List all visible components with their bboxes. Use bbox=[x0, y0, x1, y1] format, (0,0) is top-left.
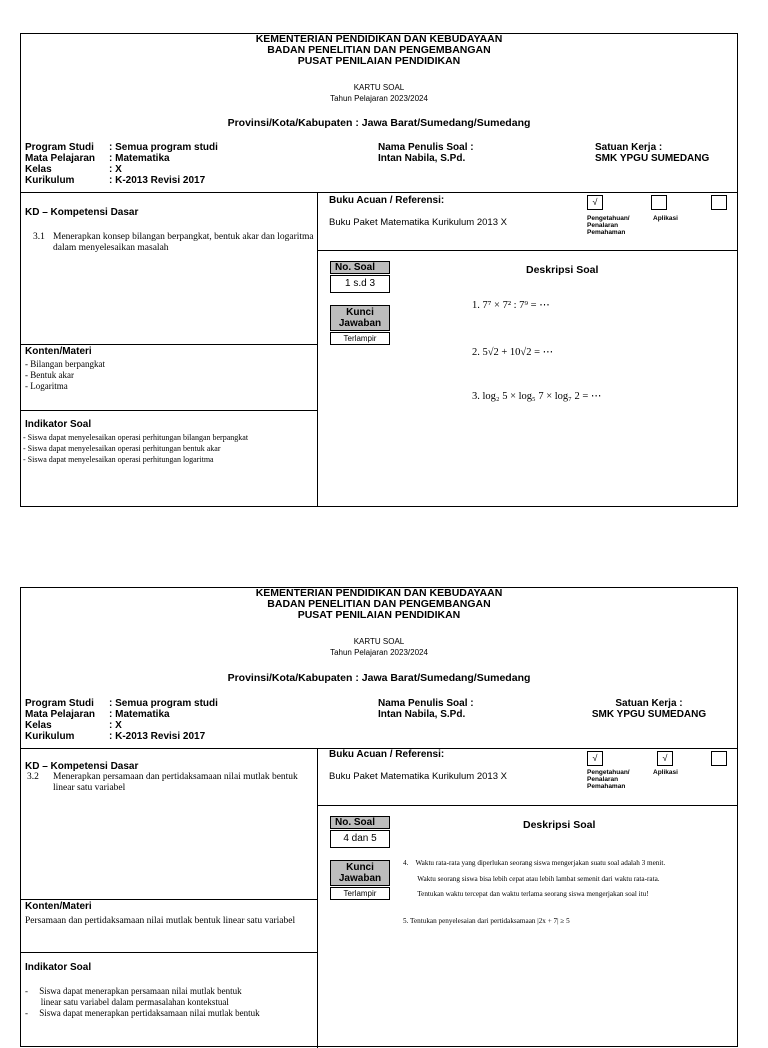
header-line: PUSAT PENILAIAN PENDIDIKAN bbox=[297, 609, 461, 621]
knowledge-checkbox[interactable]: √ bbox=[587, 195, 603, 210]
list-item: - Siswa dapat menerapkan persamaan nilai mutlak bentuk bbox=[25, 986, 242, 996]
value: : K-2013 Revisi 2017 bbox=[109, 175, 206, 186]
label: Kelas bbox=[25, 164, 52, 175]
list-item: - Bilangan berpangkat bbox=[25, 359, 105, 369]
header-line: KEMENTERIAN PENDIDIKAN DAN KEBUDAYAAN bbox=[255, 587, 503, 599]
content-title: Konten/Materi bbox=[25, 901, 92, 912]
list-item: - Siswa dapat menyelesaikan operasi perhitungan bentuk akar bbox=[23, 444, 221, 453]
value: : Matematika bbox=[109, 709, 170, 720]
question-number-label: No. Soal bbox=[330, 816, 390, 829]
reasoning-checkbox[interactable] bbox=[711, 751, 727, 766]
header-line: KEMENTERIAN PENDIDIKAN DAN KEBUDAYAAN bbox=[255, 33, 503, 45]
level-text: Penalaran bbox=[587, 776, 619, 783]
indicator-title: Indikator Soal bbox=[25, 962, 92, 973]
kd-number: 3.1 bbox=[33, 232, 45, 242]
indicator-list bbox=[23, 432, 248, 465]
label: Kurikulum bbox=[25, 731, 75, 742]
label-line: Kunci bbox=[346, 862, 374, 873]
header-line: PUSAT PENILAIAN PENDIDIKAN bbox=[297, 55, 461, 67]
content-text: Persamaan dan pertidaksamaan nilai mutlak bentuk linear satu variabel bbox=[25, 916, 296, 926]
list-item: - Bentuk akar bbox=[25, 370, 74, 380]
list-item: - Siswa dapat menyelesaikan operasi perhitungan logaritma bbox=[23, 455, 214, 464]
card-title: KARTU SOAL bbox=[353, 637, 405, 646]
value: : X bbox=[109, 164, 122, 175]
author-name: Intan Nabila, S.Pd. bbox=[378, 153, 466, 164]
header-line: BADAN PENELITIAN DAN PENGEMBANGAN bbox=[267, 44, 491, 56]
value: : Semua program studi bbox=[109, 142, 218, 153]
question-2: 2. 5√2 + 10√2 = ⋯ bbox=[472, 347, 554, 358]
author-label: Nama Penulis Soal : bbox=[378, 698, 474, 709]
description-title: Deskripsi Soal bbox=[523, 819, 596, 831]
reasoning-checkbox[interactable] bbox=[711, 195, 727, 210]
question-number: 1 s.d 3 bbox=[330, 275, 390, 293]
content-title: Konten/Materi bbox=[25, 346, 92, 357]
application-checkbox[interactable]: √ bbox=[657, 751, 673, 766]
list-item: linear satu variabel dalam permasalahan kontekstual bbox=[25, 997, 229, 1007]
answer-key: Terlampir bbox=[330, 887, 390, 900]
author-name: Intan Nabila, S.Pd. bbox=[378, 709, 466, 720]
label-line: Jawaban bbox=[338, 318, 382, 329]
level-text: Pengetahuan/ bbox=[587, 215, 630, 222]
author-info bbox=[378, 698, 474, 720]
description-title: Deskripsi Soal bbox=[526, 264, 599, 276]
work-unit-name: SMK YPGU SUMEDANG bbox=[591, 709, 707, 720]
reference-text: Buku Paket Matematika Kurikulum 2013 X bbox=[329, 217, 507, 228]
ministry-header bbox=[21, 34, 737, 67]
header-line: BADAN PENELITIAN DAN PENGEMBANGAN bbox=[267, 598, 491, 610]
level-label bbox=[587, 215, 630, 236]
label: Mata Pelajaran bbox=[25, 709, 96, 720]
label: Program Studi bbox=[25, 698, 94, 709]
program-info bbox=[25, 142, 218, 186]
answer-key: Terlampir bbox=[330, 332, 390, 345]
province: Provinsi/Kota/Kabupaten : Jawa Barat/Sumedang/Sumedang bbox=[227, 117, 531, 129]
kd-number: 3.2 bbox=[27, 772, 39, 782]
value: : Matematika bbox=[109, 153, 170, 164]
level-label bbox=[587, 769, 630, 790]
knowledge-checkbox[interactable]: √ bbox=[587, 751, 603, 766]
school-year: Tahun Pelajaran 2023/2024 bbox=[330, 648, 428, 657]
answer-key-label bbox=[330, 860, 390, 886]
level-text: Penalaran bbox=[587, 222, 619, 229]
question-line: Waktu seorang siswa bisa lebih cepat atau lebih lambat semenit dari waktu rata-rata. bbox=[403, 874, 660, 883]
work-unit-label: Satuan Kerja : bbox=[615, 698, 683, 709]
reference-title: Buku Acuan / Referensi: bbox=[329, 195, 445, 206]
author-label: Nama Penulis Soal : bbox=[378, 142, 474, 153]
indicator-list bbox=[25, 986, 260, 1019]
kd-description: Menerapkan persamaan dan pertidaksamaan nilai mutlak bentuk linear satu variabel bbox=[53, 772, 298, 793]
question-number: 4 dan 5 bbox=[330, 830, 390, 848]
kd-title: KD – Kompetensi Dasar bbox=[25, 207, 139, 218]
question-line: 4. Waktu rata-rata yang diperlukan seorang siswa mengerjakan suatu soal adalah 3 menit. bbox=[403, 859, 666, 867]
school-year: Tahun Pelajaran 2023/2024 bbox=[330, 94, 428, 103]
label: Mata Pelajaran bbox=[25, 153, 96, 164]
question-line: Tentukan waktu tercepat dan waktu terlama seorang siswa mengerjakan soal itu! bbox=[403, 890, 649, 898]
list-item: - Siswa dapat menerapkan pertidaksamaan nilai mutlak bentuk bbox=[25, 1008, 260, 1018]
question-card-2 bbox=[20, 587, 738, 1047]
level-text: Pengetahuan/ bbox=[587, 769, 630, 776]
value: : X bbox=[109, 720, 122, 731]
question-1: 1. 7⁷ × 7² : 7⁹ = ⋯ bbox=[472, 300, 550, 311]
question-4 bbox=[403, 856, 665, 903]
level-text: Pemahaman bbox=[587, 783, 626, 790]
reference-title: Buku Acuan / Referensi: bbox=[329, 749, 445, 760]
question-number-label: No. Soal bbox=[330, 261, 390, 274]
work-unit-info bbox=[595, 142, 709, 164]
label-line: Jawaban bbox=[338, 873, 382, 884]
answer-key-label bbox=[330, 305, 390, 331]
card-title: KARTU SOAL bbox=[353, 83, 405, 92]
label-line: Kunci bbox=[346, 307, 374, 318]
ministry-header bbox=[21, 588, 737, 621]
work-unit-info bbox=[584, 698, 714, 720]
reference-text: Buku Paket Matematika Kurikulum 2013 X bbox=[329, 771, 507, 782]
level-text: Pemahaman bbox=[587, 229, 626, 236]
work-unit-label: Satuan Kerja : bbox=[595, 142, 663, 153]
application-label: Aplikasi bbox=[653, 215, 678, 222]
value: : Semua program studi bbox=[109, 698, 218, 709]
value: : K-2013 Revisi 2017 bbox=[109, 731, 206, 742]
kd-description: Menerapkan konsep bilangan berpangkat, bentuk akar dan logaritma dalam menyelesaikan masalah bbox=[53, 232, 314, 253]
question-card-1 bbox=[20, 33, 738, 507]
label: Kelas bbox=[25, 720, 52, 731]
program-info bbox=[25, 698, 218, 742]
label: Program Studi bbox=[25, 142, 94, 153]
work-unit-name: SMK YPGU SUMEDANG bbox=[595, 153, 710, 164]
application-label: Aplikasi bbox=[653, 769, 678, 776]
label: Kurikulum bbox=[25, 175, 75, 186]
author-info bbox=[378, 142, 474, 164]
kd-title: KD – Kompetensi Dasar bbox=[25, 761, 139, 772]
list-item: - Siswa dapat menyelesaikan operasi perhitungan bilangan berpangkat bbox=[23, 433, 249, 442]
list-item: - Logaritma bbox=[25, 381, 68, 391]
question-5: 5. Tentukan penyelesaian dari pertidaksamaan |2x + 7| ≥ 5 bbox=[403, 917, 570, 925]
indicator-title: Indikator Soal bbox=[25, 419, 92, 430]
question-3: 3. log₂ 5 × log₅ 7 × log₇ 2 = ⋯ bbox=[472, 391, 602, 402]
content-list bbox=[25, 359, 105, 392]
application-checkbox[interactable] bbox=[651, 195, 667, 210]
province: Provinsi/Kota/Kabupaten : Jawa Barat/Sumedang/Sumedang bbox=[227, 672, 531, 684]
